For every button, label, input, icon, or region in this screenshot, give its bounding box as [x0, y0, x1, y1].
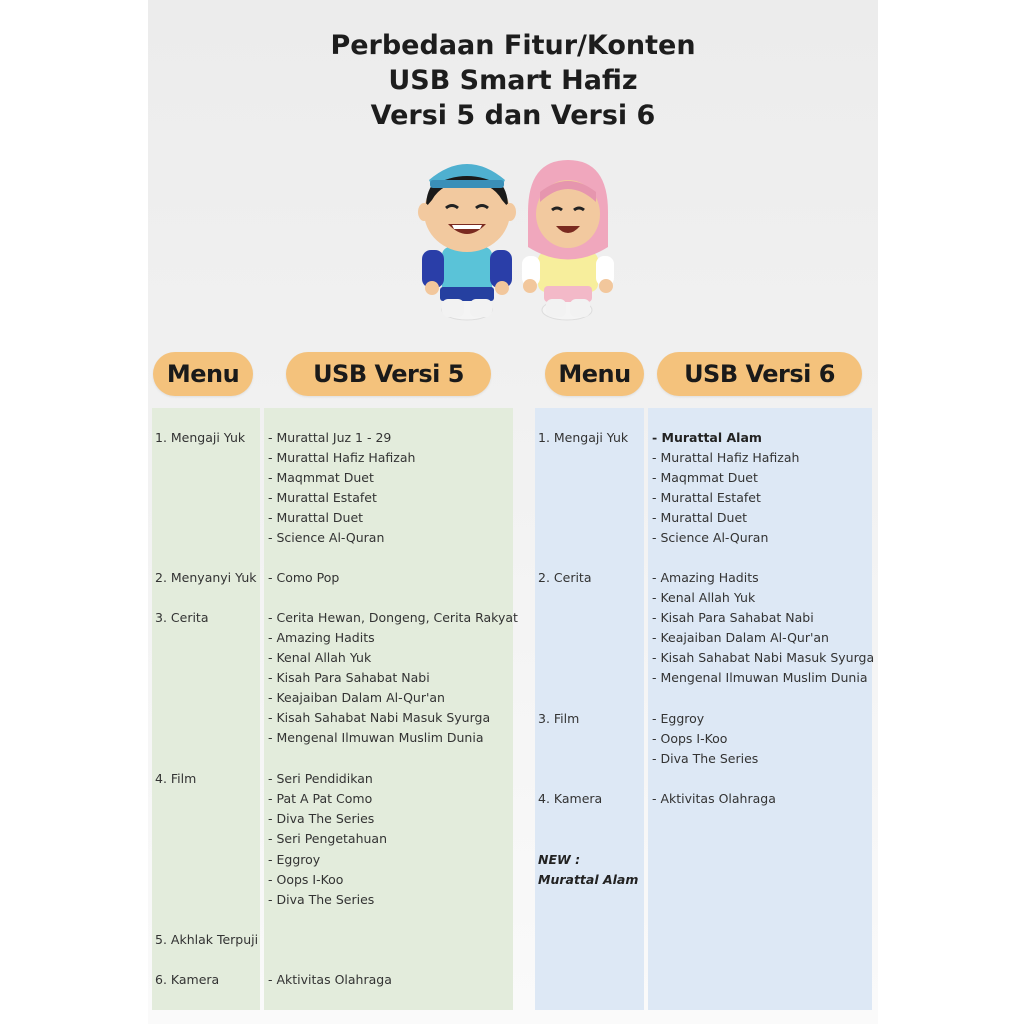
v5-content-item: - Amazing Hadits	[268, 630, 375, 645]
v5-content-item: - Murattal Estafet	[268, 490, 377, 505]
v5-content-item: - Science Al-Quran	[268, 530, 385, 545]
v5-content-item: - Murattal Hafiz Hafizah	[268, 450, 416, 465]
v6-menu-item: 2. Cerita	[538, 570, 592, 585]
boy-mascot	[418, 164, 516, 320]
v5-menu-item: 2. Menyanyi Yuk	[155, 570, 257, 585]
v6-menu-item: 4. Kamera	[538, 791, 603, 806]
v6-new-label: NEW :	[538, 852, 581, 867]
v6-content-item: - Kisah Para Sahabat Nabi	[652, 610, 814, 625]
v5-content-item: - Cerita Hewan, Dongeng, Cerita Rakyat	[268, 610, 518, 625]
v6-content-item: - Murattal Duet	[652, 510, 748, 525]
menu-header-v6: Menu	[545, 352, 644, 396]
v6-content-item: - Keajaiban Dalam Al-Qur'an	[652, 630, 829, 645]
usb-versi-6-header: USB Versi 6	[657, 352, 862, 396]
v5-content-item: - Keajaiban Dalam Al-Qur'an	[268, 690, 445, 705]
page-title	[148, 28, 878, 133]
v6-new-value: Murattal Alam	[538, 872, 639, 887]
v5-content-item: - Diva The Series	[268, 892, 375, 907]
v5-content-item: - Kenal Allah Yuk	[268, 650, 372, 665]
v5-menu-item: 3. Cerita	[155, 610, 209, 625]
v5-content-item: - Eggroy	[268, 852, 321, 867]
v5-content-item: - Como Pop	[268, 570, 340, 585]
usb-versi-5-header: USB Versi 5	[286, 352, 491, 396]
title-line-2: USB Smart Hafiz	[388, 65, 638, 96]
v6-content-item: - Murattal Hafiz Hafizah	[652, 450, 800, 465]
v6-content-item: - Science Al-Quran	[652, 530, 769, 545]
v5-content-item: - Aktivitas Olahraga	[268, 972, 392, 987]
v5-menu-item: 1. Mengaji Yuk	[155, 430, 246, 445]
v6-content-item: - Murattal Estafet	[652, 490, 761, 505]
v6-menu-item: 1. Mengaji Yuk	[538, 430, 629, 445]
v5-content-item: - Seri Pendidikan	[268, 771, 373, 786]
v5-content-item: - Kisah Sahabat Nabi Masuk Syurga	[268, 710, 491, 725]
v5-content-item: - Diva The Series	[268, 811, 375, 826]
v6-content-item: - Diva The Series	[652, 751, 759, 766]
v6-content-item: - Mengenal Ilmuwan Muslim Dunia	[652, 670, 868, 685]
v5-menu-item: 5. Akhlak Terpuji	[155, 932, 259, 947]
v5-content-item: - Maqmmat Duet	[268, 470, 374, 485]
girl-mascot	[522, 160, 614, 320]
v5-content-item: - Mengenal Ilmuwan Muslim Dunia	[268, 730, 484, 745]
menu-header-v5: Menu	[153, 352, 253, 396]
v5-content-item: - Pat A Pat Como	[268, 791, 373, 806]
title-line-3: Versi 5 dan Versi 6	[370, 100, 656, 131]
v5-menu-item: 4. Film	[155, 771, 197, 786]
v5-menu-column	[152, 408, 260, 1010]
v6-content-item: - Amazing Hadits	[652, 570, 759, 585]
v6-content-item: - Aktivitas Olahraga	[652, 791, 776, 806]
v5-content-item: - Murattal Juz 1 - 29	[268, 430, 392, 445]
v5-menu-item: 6. Kamera	[155, 972, 220, 987]
v5-content-item: - Seri Pengetahuan	[268, 831, 388, 846]
usb-mascots-illustration	[412, 152, 617, 327]
v5-content-item: - Kisah Para Sahabat Nabi	[268, 670, 430, 685]
v6-content-item: - Murattal Alam	[652, 430, 762, 445]
v5-content-item: - Oops I-Koo	[268, 872, 344, 887]
v6-content-item: - Maqmmat Duet	[652, 470, 758, 485]
v6-content-item: - Kenal Allah Yuk	[652, 590, 756, 605]
v5-content-item: - Murattal Duet	[268, 510, 364, 525]
v6-content-item: - Oops I-Koo	[652, 731, 728, 746]
v6-content-item: - Eggroy	[652, 711, 705, 726]
v6-content-item: - Kisah Sahabat Nabi Masuk Syurga	[652, 650, 875, 665]
v6-menu-item: 3. Film	[538, 711, 580, 726]
title-line-1: Perbedaan Fitur/Konten	[330, 30, 696, 61]
